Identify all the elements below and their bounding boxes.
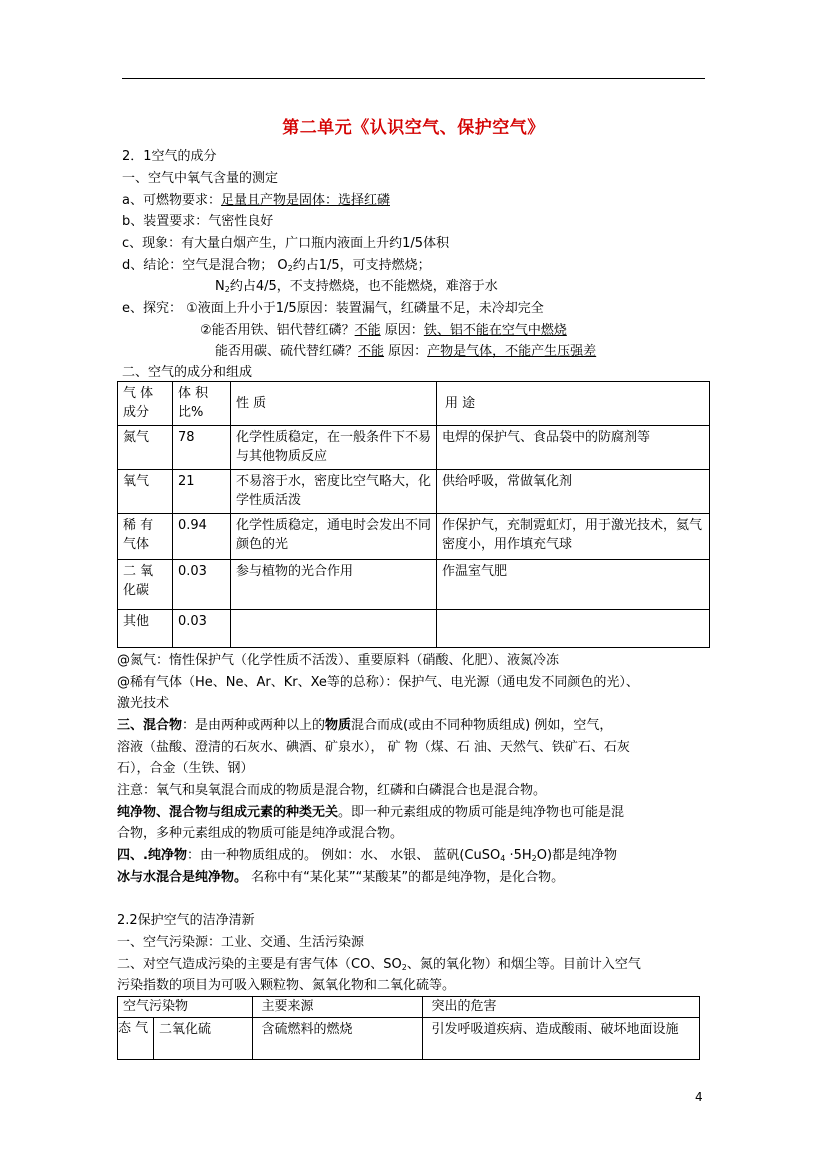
pollutant-table (117, 996, 700, 1060)
item-e1: e、探究： ①液面上升小于1/5原因：装置漏气，红磷量不足，未冷却完全 (122, 301, 544, 316)
pure-def: 四、.纯净物：由一种物质组成的。 例如：水、 水银、 蓝矾(CuSO$_4$ $\cdot 5H_2O$)都是纯净物 (117, 848, 618, 863)
mixture-note: 注意：氧气和臭氧混合而成的物质是混合物，红磷和白磷混合也是混合物。 (117, 783, 547, 798)
table-cell: 氮气 (118, 426, 173, 470)
table-cell: 二氧化硫 (154, 1018, 253, 1060)
item-d: d、结论：空气是混合物； $O_2$约占1/5，可支持燃烧； (122, 258, 431, 273)
table-cell: 0.03 (173, 610, 231, 648)
item-a: a、可燃物要求：足量且产物是固体：选择红磷 (122, 193, 390, 208)
note-noble-gas-cont: 激光技术 (117, 696, 170, 711)
item-d-nitrogen: $N_2$约占4/5，不支持燃烧，也不能燃烧，难溶于水 (215, 279, 498, 294)
item-e3: 能否用碳、硫代替红磷？不能 原因：产物是气体，不能产生压强差 (215, 344, 597, 359)
table-header-row (118, 382, 710, 426)
mixture-examples: 溶液（盐酸、澄清的石灰水、碘酒、矿泉水）， 矿 物（煤、石 油、天然气、铁矿石、石灰 (117, 740, 630, 755)
note-nitrogen: @氮气：惰性保护气（化学性质不活泼）、重要原料（硝酸、化肥）、液氮冷冻 (117, 653, 560, 668)
pure-mixture-rule: 纯净物、混合物与组成元素的种类无关。即一种元素组成的物质可能是纯净物也可能是混 (117, 805, 625, 820)
page-title: 第二单元《认识空气、保护空气》 (282, 118, 545, 138)
heading-air-composition: 二、空气的成分和组成 (122, 365, 253, 380)
pollution-sources: 一、空气污染源：工业、交通、生活污染源 (117, 935, 365, 950)
header-rule (122, 78, 705, 79)
mixture-examples-cont: 石），合金（生铁、钢） (117, 761, 254, 776)
table-header: 空气污染物 (118, 997, 253, 1018)
air-composition-table (117, 381, 710, 648)
table-cell: 含硫燃料的燃烧 (253, 1018, 423, 1060)
table-header: 性 质 (231, 382, 437, 426)
table-cell: 二 氧 化碳 (118, 560, 173, 610)
table-cell: 作温室气肥 (437, 560, 710, 610)
item-c: c、现象：有大量白烟产生，广口瓶内液面上升约1/5体积 (122, 236, 450, 251)
table-row (118, 560, 710, 610)
table-cell: 78 (173, 426, 231, 470)
table-header-row (118, 997, 700, 1018)
table-row (118, 514, 710, 560)
pure-mixture-rule-cont: 合物，多种元素组成的物质可能是纯净或混合物。 (117, 826, 404, 841)
table-cell: 化学性质稳定，在一般条件下不易与其他物质反应 (231, 426, 437, 470)
table-cell: 氧气 (118, 470, 173, 514)
table-cell: 0.03 (173, 560, 231, 610)
item-b: b、装置要求：气密性良好 (122, 214, 274, 229)
table-cell: 不易溶于水，密度比空气略大，化学性质活泼 (231, 470, 437, 514)
note-noble-gas: @稀有气体（He、Ne、Ar、Kr、Xe等的总称）：保护气、电光源（通电发不同颜色的光）、 (117, 675, 639, 690)
table-row (118, 426, 710, 470)
section-2-1: 2．1空气的成分 (122, 149, 217, 164)
table-cell: 21 (173, 470, 231, 514)
table-cell: 作保护气，充制霓虹灯，用于激光技术，氦气密度小，用作填充气球 (437, 514, 710, 560)
table-cell: 态 气 (118, 1018, 154, 1060)
table-cell: 稀 有 气体 (118, 514, 173, 560)
table-cell: 参与植物的光合作用 (231, 560, 437, 610)
pure-note: 冰与水混合是纯净物。 名称中有“某化某”“某酸某”的都是纯净物，是化合物。 (117, 870, 565, 885)
table-header: 用 途 (437, 382, 710, 426)
table-cell (231, 610, 437, 648)
table-header: 突出的危害 (423, 997, 700, 1018)
item-e2: ②能否用铁、铝代替红磷？不能 原因：铁、铝不能在空气中燃烧 (200, 323, 567, 338)
table-cell: 电焊的保护气、食品袋中的防腐剂等 (437, 426, 710, 470)
mixture-def: 三、混合物：是由两种或两种以上的物质混合而成(或由不同种物质组成) 例如，空气， (117, 718, 613, 733)
table-cell: 0.94 (173, 514, 231, 560)
table-header: 主要来源 (253, 997, 423, 1018)
table-cell: 其他 (118, 610, 173, 648)
heading-oxygen-measure: 一、空气中氧气含量的测定 (122, 171, 279, 186)
table-cell: 供给呼吸，常做氧化剂 (437, 470, 710, 514)
table-row (118, 610, 710, 648)
table-cell: 引发呼吸道疾病、造成酸雨、破坏地面设施 (423, 1018, 700, 1060)
table-cell (437, 610, 710, 648)
pollution-main: 二、对空气造成污染的主要是有害气体（CO、$SO_2$、氮的氧化物）和烟尘等。目前计入空气 (117, 957, 641, 972)
page-number: 4 (695, 1090, 703, 1104)
table-header: 气 体 成分 (118, 382, 173, 426)
table-row (118, 1018, 700, 1060)
pollution-index: 污染指数的项目为可吸入颗粒物、氮氧化物和二氧化硫等。 (117, 978, 456, 993)
table-row (118, 470, 710, 514)
table-header: 体 积 比% (173, 382, 231, 426)
section-2-2: 2.2保护空气的洁净清新 (117, 913, 255, 928)
table-cell: 化学性质稳定，通电时会发出不同颜色的光 (231, 514, 437, 560)
